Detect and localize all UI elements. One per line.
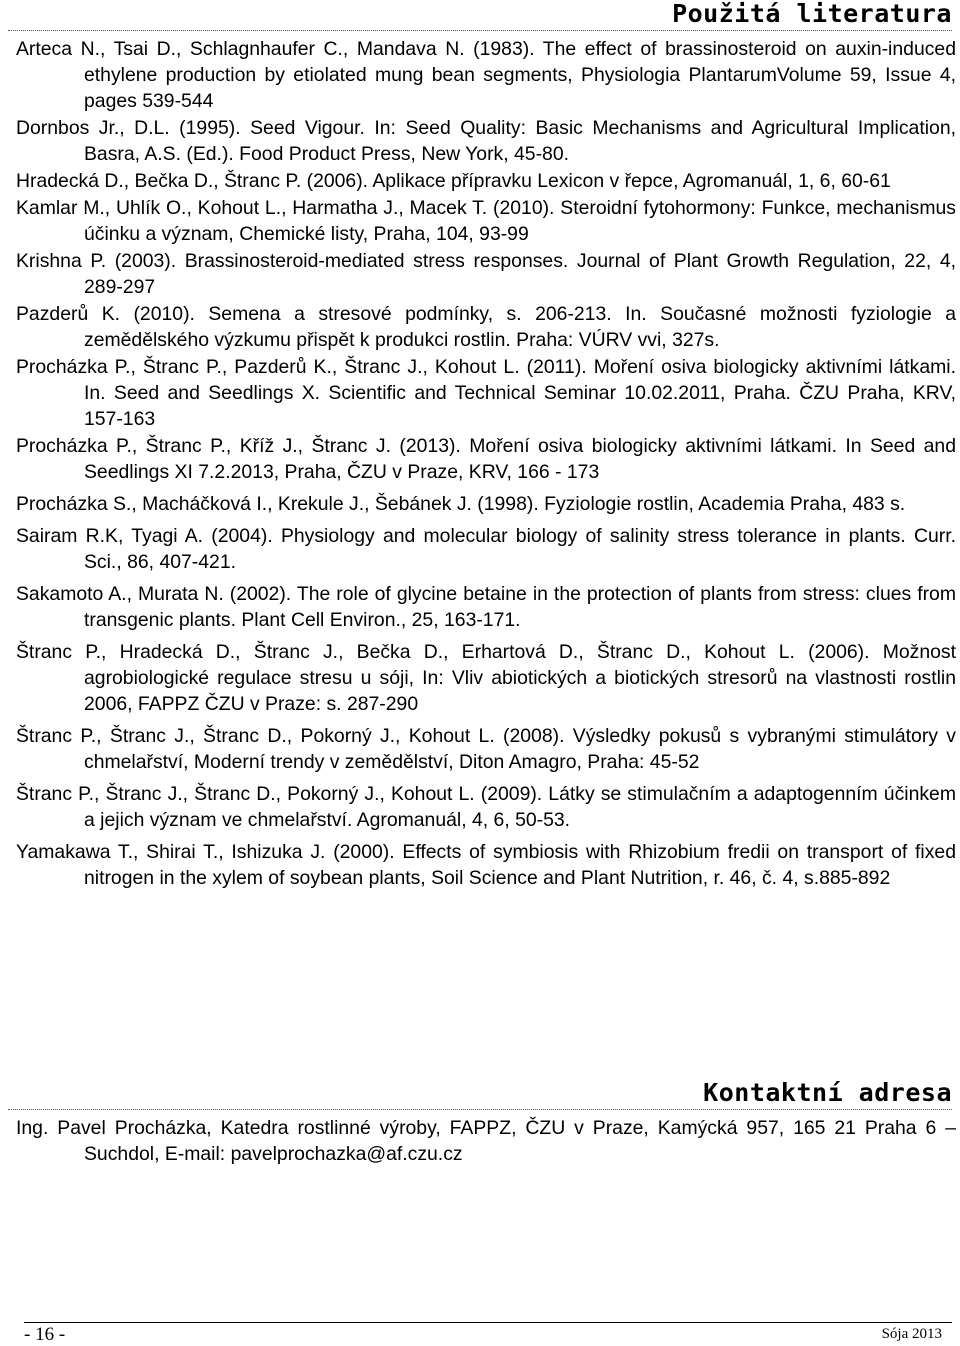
reference-item: Sakamoto A., Murata N. (2002). The role of glycine betaine in the protection of plants from stress: clues from transgenic plants. Plant Cell Environ., 25, 163-171. <box>16 583 956 631</box>
reference-item: Štranc P., Štranc J., Štranc D., Pokorný J., Kohout L. (2008). Výsledky pokusů s vybranými stimulátory v chmelařství, Moderní trendy v zemědělství, Diton Amagro, Praha: 45-52 <box>16 725 956 773</box>
reference-item: Pazderů K. (2010). Semena a stresové podmínky, s. 206-213. In. Současné možnosti fyziologie a zemědělského výzkumu přispět k produkci rostlin. Praha: VÚRV vvi, 327s. <box>16 303 956 351</box>
reference-item: Kamlar M., Uhlík O., Kohout L., Harmatha J., Macek T. (2010). Steroidní fytohormony: Funkce, mechanismus účinku a význam, Chemické listy, Praha, 104, 93-99 <box>16 197 956 245</box>
reference-item: Štranc P., Štranc J., Štranc D., Pokorný J., Kohout L. (2009). Látky se stimulačním a adaptogenním účinkem a jejich význam ve chmelařství. Agromanuál, 4, 6, 50-53. <box>16 783 956 831</box>
reference-item: Dornbos Jr., D.L. (1995). Seed Vigour. In: Seed Quality: Basic Mechanisms and Agricultural Implication, Basra, A.S. (Ed.). Food Product Press, New York, 45-80. <box>16 117 956 165</box>
reference-item: Procházka P., Štranc P., Pazderů K., Štranc J., Kohout L. (2011). Moření osiva biologicky aktivními látkami. In. Seed and Seedlings X. Scientific and Technical Seminar 10.02.2011, Praha. ČZU Praha, KRV, 157-163 <box>16 356 956 430</box>
reference-item: Procházka S., Macháčková I., Krekule J., Šebánek J. (1998). Fyziologie rostlin, Academia Praha, 483 s. <box>16 493 906 515</box>
reference-item: Yamakawa T., Shirai T., Ishizuka J. (2000). Effects of symbiosis with Rhizobium fredii on transport of fixed nitrogen in the xylem of soybean plants, Soil Science and Plant Nutrition, r. 46, č. 4, s.885-892 <box>16 841 956 889</box>
references-list <box>16 36 956 892</box>
page-number: - 16 - <box>24 1324 66 1345</box>
contact-address: Ing. Pavel Procházka, Katedra rostlinné výroby, FAPPZ, ČZU v Praze, Kamýcká 957, 165 21 Praha 6 – Suchdol, E-mail: pavelprochazka@af.czu.cz <box>16 1117 956 1165</box>
reference-item: Hradecká D., Bečka D., Štranc P. (2006). Aplikace přípravku Lexicon v řepce, Agromanuál, 1, 6, 60-61 <box>16 170 891 192</box>
footer-rule <box>24 1322 952 1323</box>
references-heading-rule <box>8 30 952 31</box>
journal-name: Sója 2013 <box>881 1326 942 1342</box>
reference-item: Krishna P. (2003). Brassinosteroid-mediated stress responses. Journal of Plant Growth Regulation, 22, 4, 289-297 <box>16 250 956 298</box>
reference-item: Štranc P., Hradecká D., Štranc J., Bečka D., Erhartová D., Štranc D., Kohout L. (2006). Možnost agrobiologické regulace stresu u sóji, In: Vliv abiotických a biotických stresorů na vlastnosti rostlin 2006, FAPPZ ČZU v Praze: s. 287-290 <box>16 641 956 715</box>
reference-item: Sairam R.K, Tyagi A. (2004). Physiology and molecular biology of salinity stress tolerance in plants. Curr. Sci., 86, 407-421. <box>16 525 956 573</box>
references-heading: Použitá literatura <box>672 0 952 28</box>
contact-heading: Kontaktní adresa <box>703 1078 952 1107</box>
contact-heading-rule <box>8 1109 952 1110</box>
reference-item: Arteca N., Tsai D., Schlagnhaufer C., Mandava N. (1983). The effect of brassinosteroid on auxin-induced ethylene production by etiolated mung bean segments, Physiologia PlantarumVolume 59, Issue 4, pages 539-544 <box>16 38 956 112</box>
reference-item: Procházka P., Štranc P., Kříž J., Štranc J. (2013). Moření osiva biologicky aktivními látkami. In Seed and Seedlings XI 7.2.2013, Praha, ČZU v Praze, KRV, 166 - 173 <box>16 435 956 483</box>
